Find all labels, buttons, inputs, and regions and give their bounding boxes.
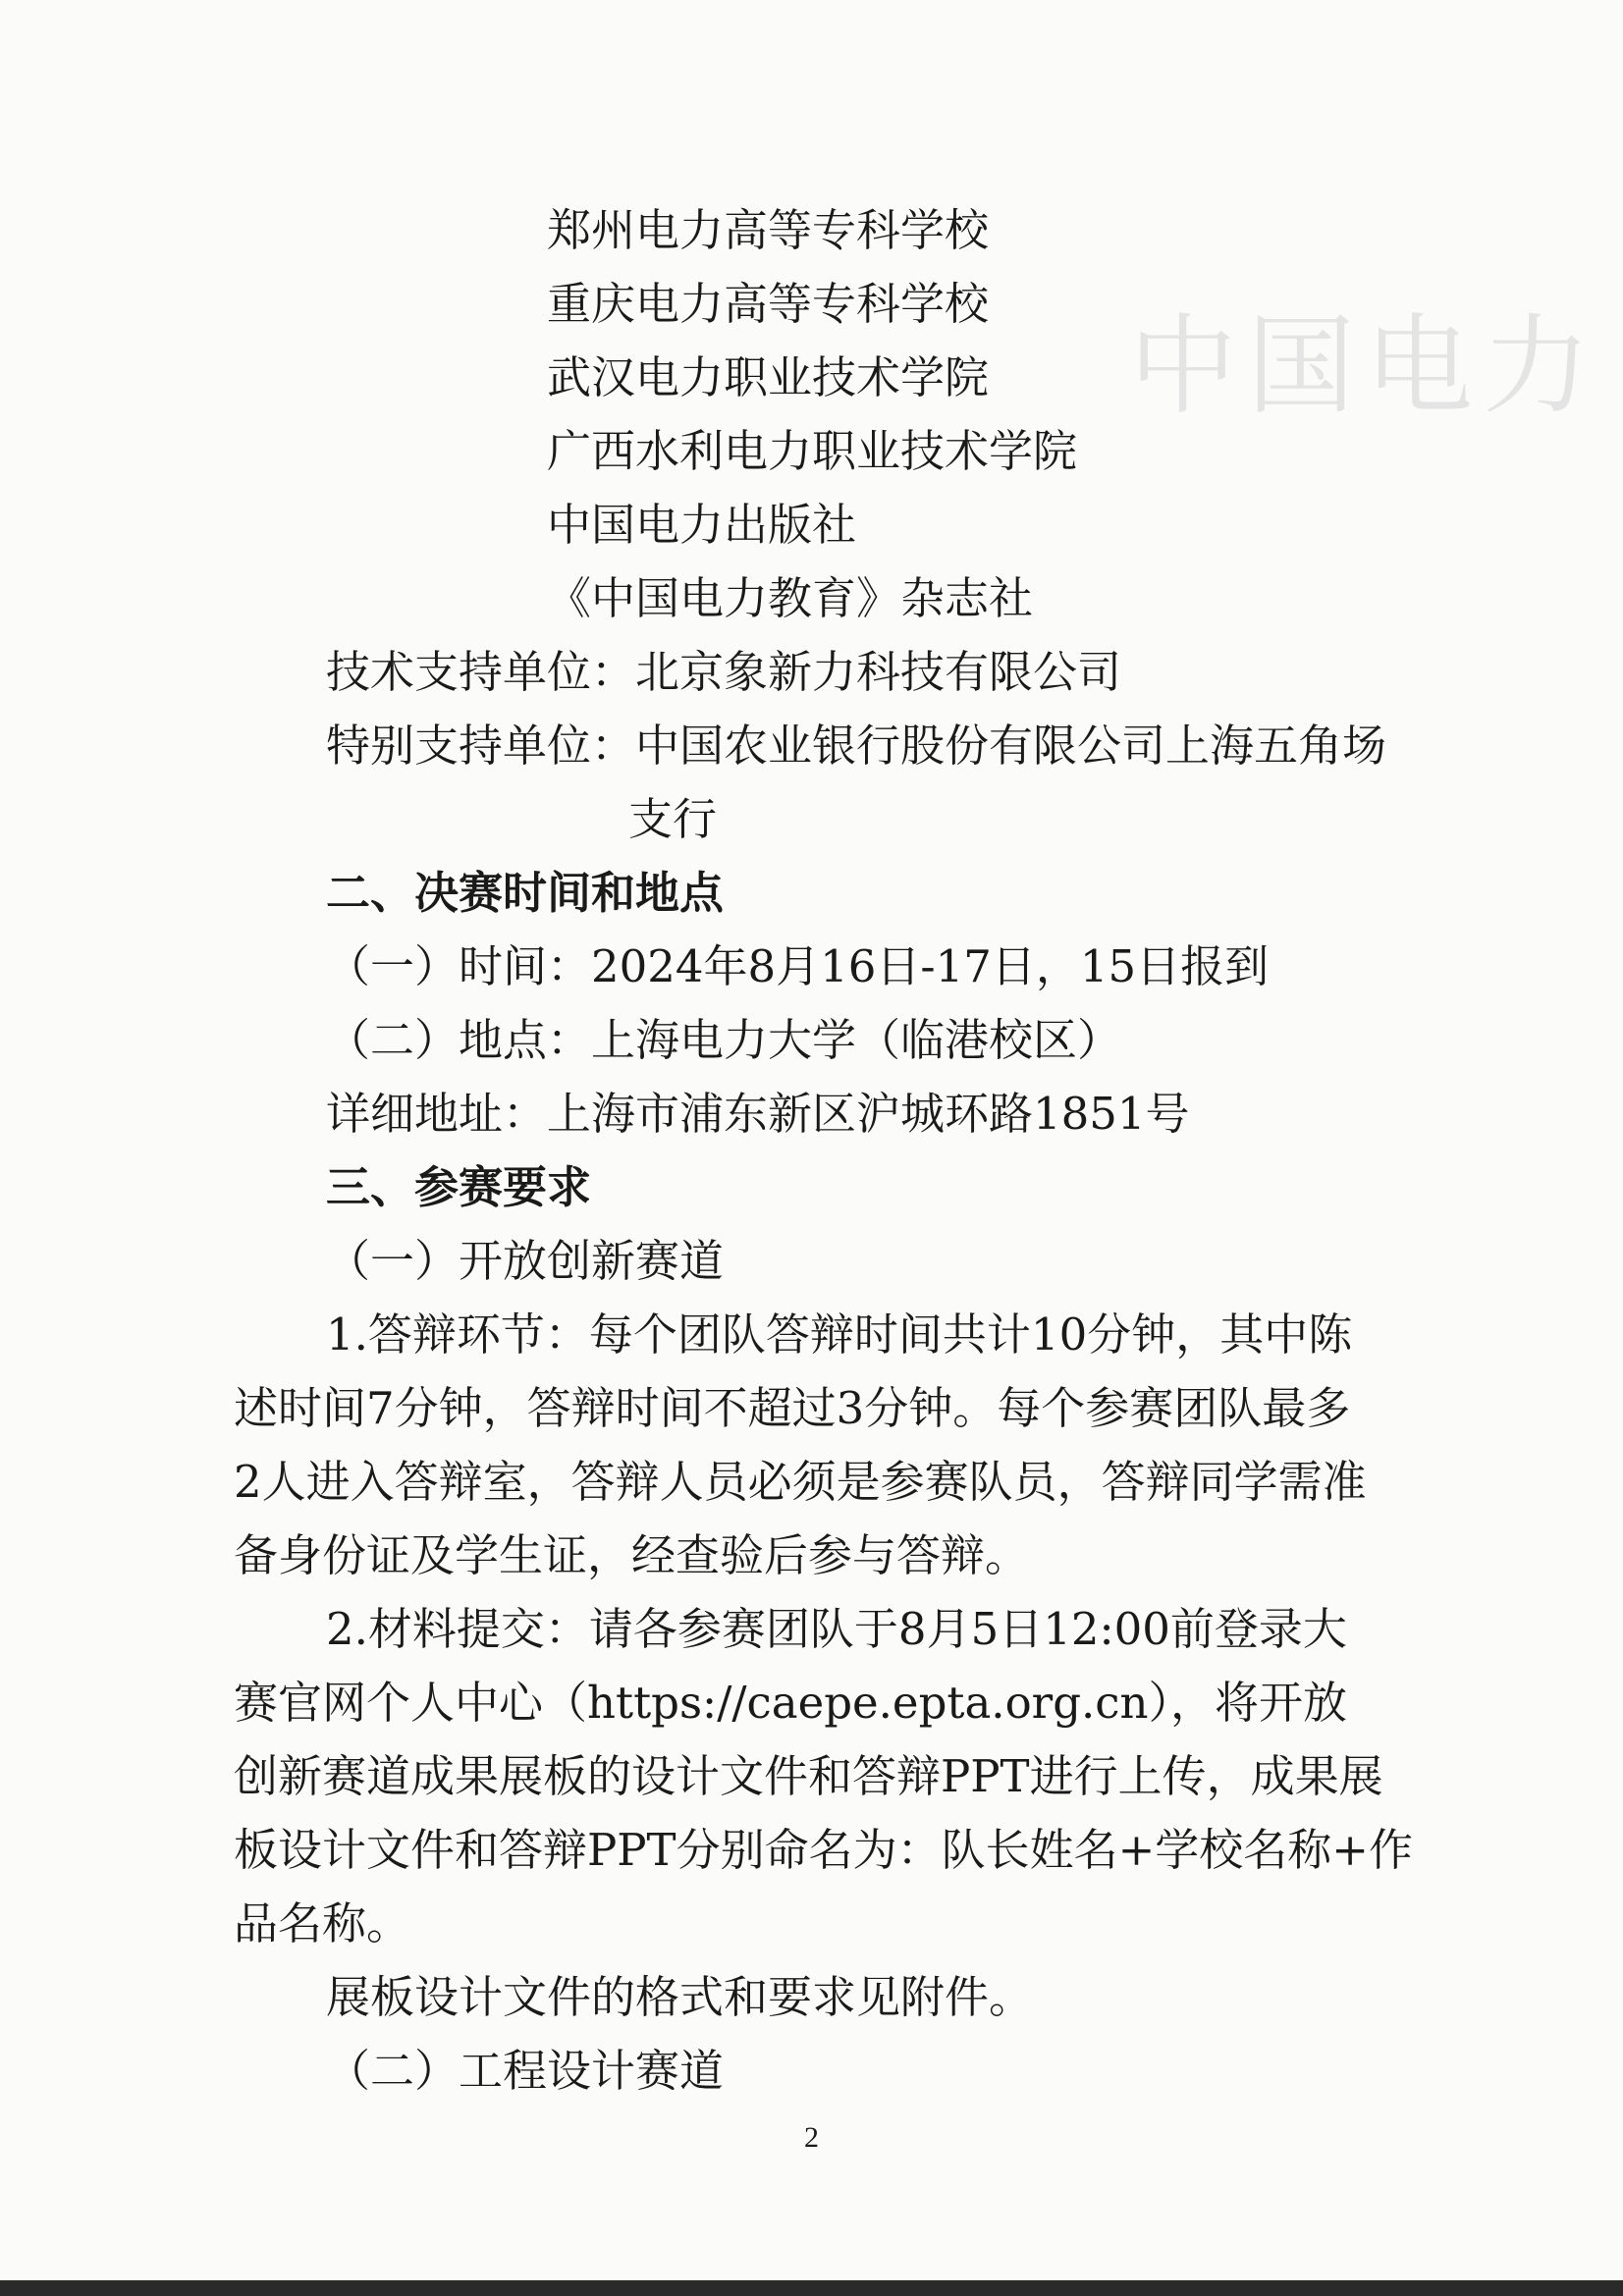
bleed-through-watermark: 中国电力 [1129,303,1600,429]
special-support-line: 特别支持单位：中国农业银行股份有限公司上海五角场 [326,720,1387,772]
paragraph-line: 述时间7分钟，答辩时间不超过3分钟。每个参赛团队最多 [234,1382,1351,1434]
section-heading: 三、参赛要求 [326,1161,592,1213]
organizer-item: 郑州电力高等专科学校 [547,204,990,256]
organizer-item: 武汉电力职业技术学院 [547,351,990,403]
section-heading: 二、决赛时间和地点 [326,867,725,919]
subsection-heading: （一）开放创新赛道 [326,1235,725,1287]
paragraph-line: 2.材料提交：请各参赛团队于8月5日12:00前登录大 [326,1603,1347,1655]
final-time: （一）时间：2024年8月16日-17日，15日报到 [326,940,1270,992]
paragraph-line: 品名称。 [234,1897,411,1949]
special-support-line-cont: 支行 [628,793,718,845]
detailed-address: 详细地址：上海市浦东新区沪城环路1851号 [326,1088,1190,1140]
paragraph-line: 1.答辩环节：每个团队答辩时间共计10分钟，其中陈 [326,1308,1353,1361]
paragraph-line: 备身份证及学生证，经查验后参与答辩。 [234,1529,1030,1581]
board-note: 展板设计文件的格式和要求见附件。 [326,1971,1034,2023]
organizer-item: 重庆电力高等专科学校 [547,278,990,330]
paragraph-line: 赛官网个人中心（https://caepe.epta.org.cn），将开放 [234,1677,1347,1729]
organizer-item: 中国电力出版社 [547,499,857,551]
paragraph-line: 创新赛道成果展板的设计文件和答辩PPT进行上传，成果展 [234,1750,1383,1802]
scan-edge [0,2280,1623,2296]
final-place: （二）地点：上海电力大学（临港校区） [326,1014,1122,1066]
organizer-item: 《中国电力教育》杂志社 [547,572,1034,624]
paragraph-line: 板设计文件和答辩PPT分别命名为：队长姓名+学校名称+作 [234,1824,1413,1876]
tech-support-line: 技术支持单位：北京象新力科技有限公司 [326,646,1122,698]
organizer-item: 广西水利电力职业技术学院 [547,425,1078,477]
page-number: 2 [804,2121,819,2154]
subsection-heading: （二）工程设计赛道 [326,2045,725,2097]
paragraph-line: 2人进入答辩室，答辩人员必须是参赛队员，答辩同学需准 [234,1456,1367,1508]
